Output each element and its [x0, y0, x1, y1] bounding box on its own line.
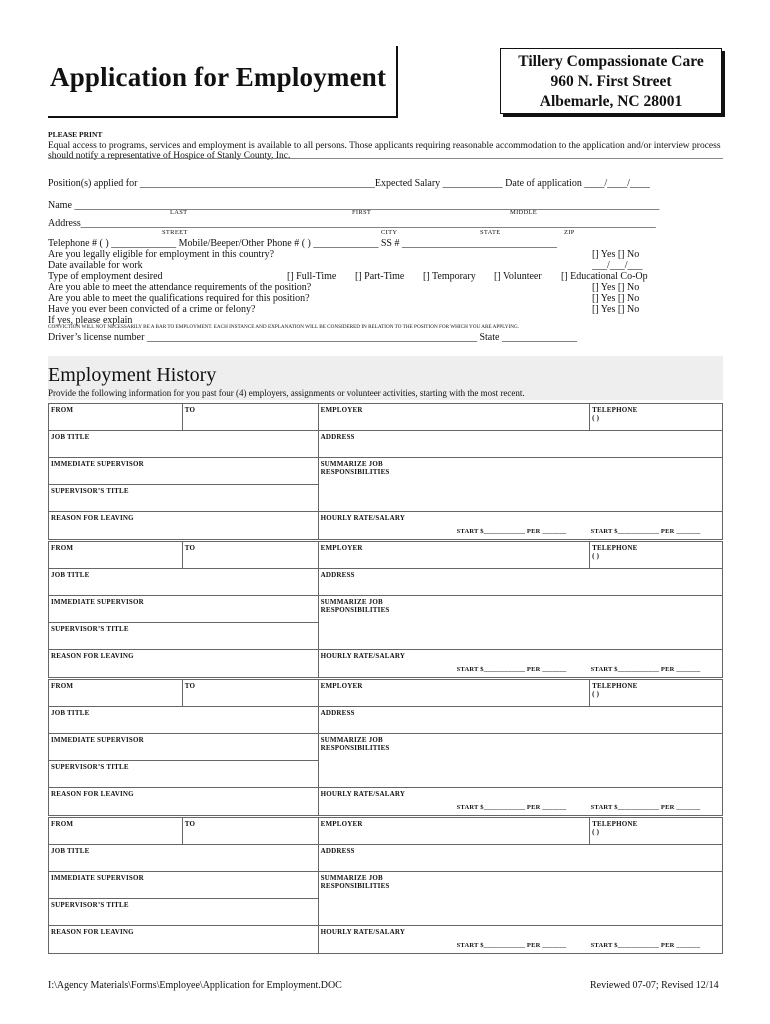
address-street-label: STREET: [162, 229, 188, 236]
supervisor-title-cell[interactable]: SUPERVISOR’S TITLE: [49, 899, 319, 926]
address-cell[interactable]: ADDRESS: [318, 569, 722, 596]
to-cell[interactable]: TO: [182, 680, 318, 707]
employment-block-1: [48, 403, 723, 540]
end-rate-field[interactable]: START $____________ PER _______: [590, 942, 701, 949]
address-line[interactable]: Address___________________________________________________________________________________________________________________: [48, 218, 656, 229]
employment-block-3: [48, 679, 723, 816]
supervisor-title-cell[interactable]: SUPERVISOR’S TITLE: [49, 485, 319, 512]
review-date: Reviewed 07-07; Revised 12/14: [590, 980, 719, 991]
employment-block-4: [48, 817, 723, 954]
convicted-checkboxes[interactable]: [] Yes [] No: [592, 304, 640, 315]
attendance-question: Are you able to meet the attendance requirements of the position?: [48, 282, 312, 293]
employment-heading: Employment History: [48, 364, 217, 386]
fulltime-checkbox[interactable]: [] Full-Time: [287, 271, 337, 282]
reason-cell[interactable]: REASON FOR LEAVING: [49, 926, 319, 954]
responsibilities-cell[interactable]: SUMMARIZE JOB RESPONSIBILITIES: [318, 458, 722, 512]
file-path: I:\Agency Materials\Forms\Employee\Application for Employment.DOC: [48, 980, 342, 991]
title-underline: [48, 116, 398, 118]
from-cell[interactable]: FROM: [49, 542, 183, 569]
start-rate-field[interactable]: START $____________ PER _______: [456, 942, 567, 949]
name-first-label: FIRST: [352, 209, 372, 216]
employment-subheading: Provide the following information for you past four (4) employers, assignments or volunteer activities, starting with the most recent.: [48, 388, 525, 398]
employer-cell[interactable]: EMPLOYER: [318, 818, 590, 845]
parttime-checkbox[interactable]: [] Part-Time: [355, 271, 405, 282]
telephone-line[interactable]: Telephone # ( ) _____________ Mobile/Beeper/Other Phone # ( ) _____________ SS # _______________________________: [48, 238, 557, 249]
hourly-rate-cell[interactable]: HOURLY RATE/SALARY START $____________ PER _______ START $____________ PER _______: [318, 926, 722, 954]
from-cell[interactable]: FROM: [49, 818, 183, 845]
address-cell[interactable]: ADDRESS: [318, 431, 722, 458]
telephone-cell[interactable]: TELEPHONE ( ): [590, 680, 723, 707]
page-title: Application for Employment: [50, 62, 387, 92]
license-line[interactable]: Driver’s license number __________________________________________________________________ State _______________: [48, 332, 577, 343]
end-rate-field[interactable]: START $____________ PER _______: [590, 528, 701, 535]
title-divider: [396, 46, 398, 118]
telephone-cell[interactable]: TELEPHONE ( ): [590, 542, 723, 569]
responsibilities-cell[interactable]: SUMMARIZE JOB RESPONSIBILITIES: [318, 872, 722, 926]
hourly-rate-cell[interactable]: HOURLY RATE/SALARY START $____________ PER _______ START $____________ PER _______: [318, 512, 722, 540]
name-last-label: LAST: [170, 209, 188, 216]
end-rate-field[interactable]: START $____________ PER _______: [590, 804, 701, 811]
coop-checkbox[interactable]: [] Educational Co-Op: [561, 271, 648, 282]
positions-line[interactable]: Position(s) applied for _______________________________________________Expected Salary ____________ Date of application ____/____/____: [48, 178, 650, 189]
start-rate-field[interactable]: START $____________ PER _______: [456, 528, 567, 535]
address-cell[interactable]: ADDRESS: [318, 845, 722, 872]
name-line[interactable]: Name _____________________________________________________________________________________________________________________: [48, 200, 660, 211]
job-title-cell[interactable]: JOB TITLE: [49, 845, 319, 872]
eligible-question: Are you legally eligible for employment in this country?: [48, 249, 275, 260]
notice: [48, 130, 728, 162]
explain-label[interactable]: If yes, please explain: [48, 315, 133, 326]
supervisor-title-cell[interactable]: SUPERVISOR’S TITLE: [49, 623, 319, 650]
supervisor-cell[interactable]: IMMEDIATE SUPERVISOR: [49, 734, 319, 761]
org-street: 960 N. First Street: [550, 73, 672, 90]
employment-type-label: Type of employment desired: [48, 271, 163, 282]
telephone-cell[interactable]: TELEPHONE ( ): [590, 404, 723, 431]
address-state-label: STATE: [480, 229, 501, 236]
reason-cell[interactable]: REASON FOR LEAVING: [49, 512, 319, 540]
reason-cell[interactable]: REASON FOR LEAVING: [49, 788, 319, 816]
employment-block-2: [48, 541, 723, 678]
name-middle-label: MIDDLE: [510, 209, 538, 216]
conviction-note: CONVICTION WILL NOT NECESSARILY BE A BAR TO EMPLOYMENT. EACH INSTANCE AND EXPLANATION WILL BE CONSIDERED IN RELATION TO THE POSITION FOR WHICH YOU ARE APPLYING.: [48, 324, 520, 330]
convicted-question: Have you ever been convicted of a crime or felony?: [48, 304, 256, 315]
org-name: Tillery Compassionate Care: [518, 53, 704, 70]
job-title-cell[interactable]: JOB TITLE: [49, 431, 319, 458]
employer-cell[interactable]: EMPLOYER: [318, 542, 590, 569]
hourly-rate-cell[interactable]: HOURLY RATE/SALARY START $____________ PER _______ START $____________ PER _______: [318, 788, 722, 816]
end-rate-field[interactable]: START $____________ PER _______: [590, 666, 701, 673]
employer-cell[interactable]: EMPLOYER: [318, 680, 590, 707]
address-city-label: CITY: [381, 229, 398, 236]
start-rate-field[interactable]: START $____________ PER _______: [456, 804, 567, 811]
address-cell[interactable]: ADDRESS: [318, 707, 722, 734]
temporary-checkbox[interactable]: [] Temporary: [423, 271, 476, 282]
job-title-cell[interactable]: JOB TITLE: [49, 569, 319, 596]
divider: [48, 158, 723, 159]
to-cell[interactable]: TO: [182, 542, 318, 569]
qualifications-question: Are you able to meet the qualifications required for this position?: [48, 293, 310, 304]
date-available-field[interactable]: ___/___/___: [592, 260, 643, 271]
date-available-label: Date available for work: [48, 260, 143, 271]
organization-address-box: [500, 48, 722, 114]
supervisor-title-cell[interactable]: SUPERVISOR’S TITLE: [49, 761, 319, 788]
responsibilities-cell[interactable]: SUMMARIZE JOB RESPONSIBILITIES: [318, 596, 722, 650]
start-rate-field[interactable]: START $____________ PER _______: [456, 666, 567, 673]
hourly-rate-cell[interactable]: HOURLY RATE/SALARY START $____________ PER _______ START $____________ PER _______: [318, 650, 722, 678]
supervisor-cell[interactable]: IMMEDIATE SUPERVISOR: [49, 458, 319, 485]
equal-access-text: Equal access to programs, services and employment is available to all persons. Those applicants requiring reasonable accommodation to the application and/or interview process should notify a representative of Hospice of Stanly County, Inc.: [48, 140, 721, 161]
eligible-checkboxes[interactable]: [] Yes [] No: [592, 249, 640, 260]
qualifications-checkboxes[interactable]: [] Yes [] No: [592, 293, 640, 304]
responsibilities-cell[interactable]: SUMMARIZE JOB RESPONSIBILITIES: [318, 734, 722, 788]
supervisor-cell[interactable]: IMMEDIATE SUPERVISOR: [49, 596, 319, 623]
to-cell[interactable]: TO: [182, 818, 318, 845]
reason-cell[interactable]: REASON FOR LEAVING: [49, 650, 319, 678]
org-city: Albemarle, NC 28001: [539, 93, 683, 110]
please-print-label: PLEASE PRINT: [48, 130, 103, 139]
to-cell[interactable]: TO: [182, 404, 318, 431]
attendance-checkboxes[interactable]: [] Yes [] No: [592, 282, 640, 293]
address-zip-label: ZIP: [564, 229, 575, 236]
from-cell[interactable]: FROM: [49, 680, 183, 707]
from-cell[interactable]: FROM: [49, 404, 183, 431]
supervisor-cell[interactable]: IMMEDIATE SUPERVISOR: [49, 872, 319, 899]
volunteer-checkbox[interactable]: [] Volunteer: [494, 271, 542, 282]
job-title-cell[interactable]: JOB TITLE: [49, 707, 319, 734]
telephone-cell[interactable]: TELEPHONE ( ): [590, 818, 723, 845]
employer-cell[interactable]: EMPLOYER: [318, 404, 590, 431]
